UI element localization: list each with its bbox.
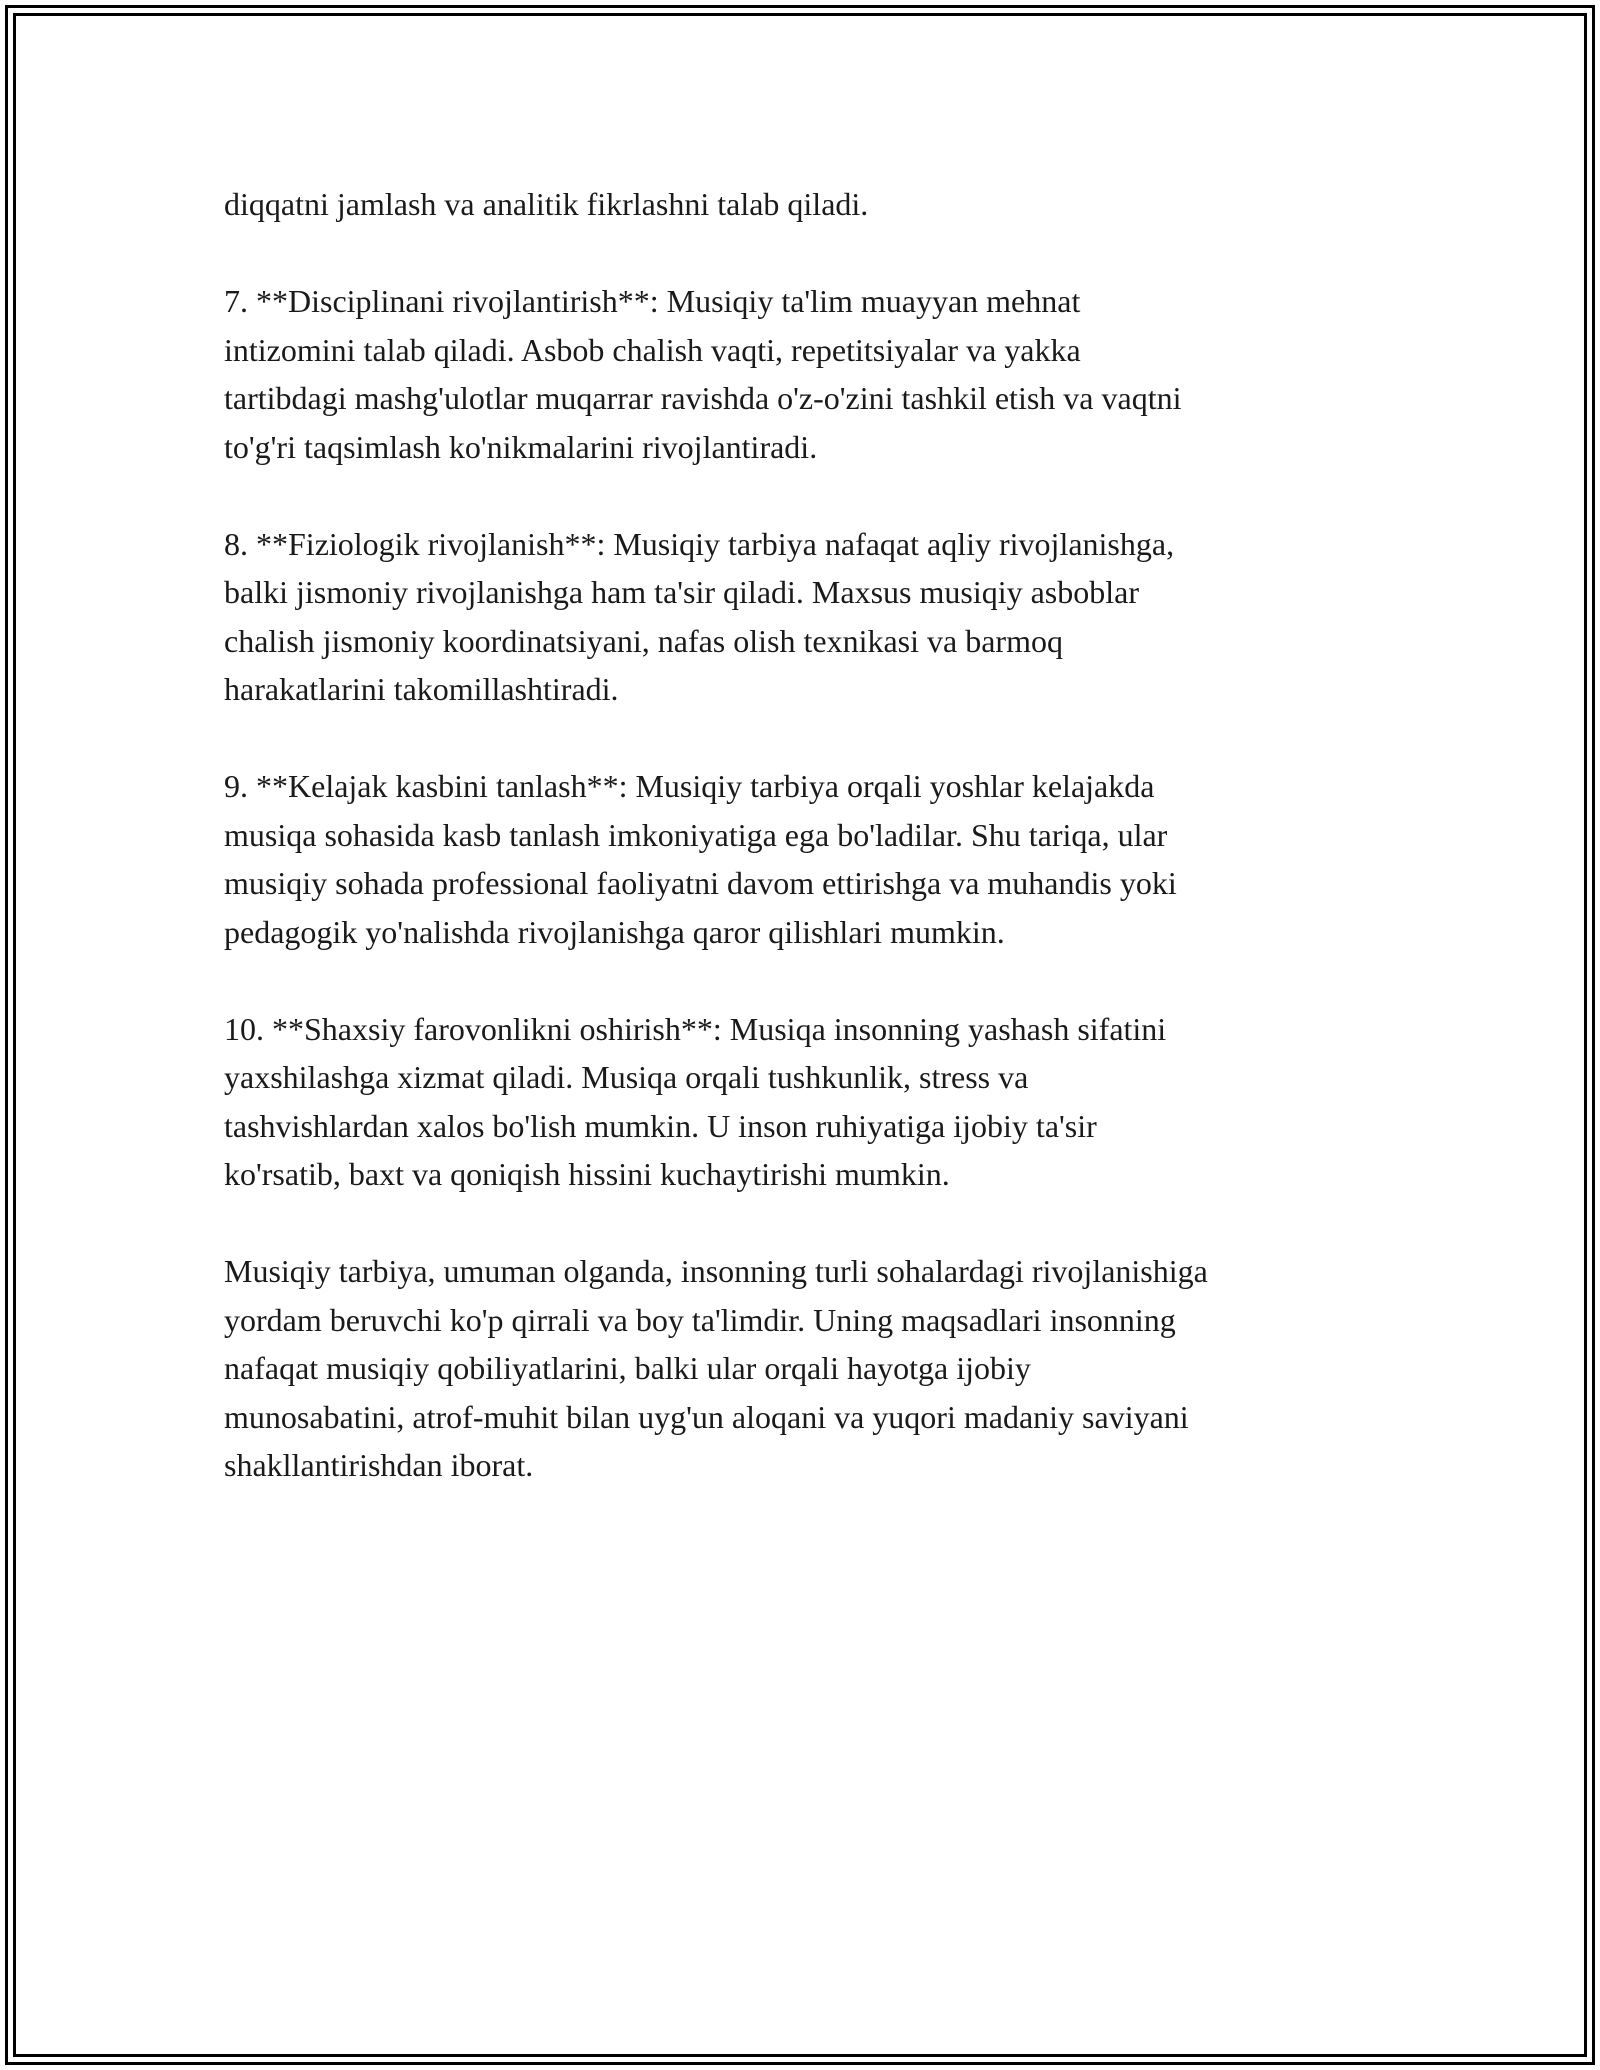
document-body [224, 180, 1384, 1490]
paragraph-item-7: 7. **Disciplinani rivojlantirish**: Musiqiy ta'lim muayyan mehnat intizomini talab qiladi. Asbob chalish vaqti, repetitsiyalar va yakka tartibdagi mashg'ulotlar muqarrar ravishda o'z-o'zini tashkil etish va vaqtni to'g'ri taqsimlash ko'nikmalarini rivojlantiradi. [224, 283, 1182, 465]
paragraph-conclusion: Musiqiy tarbiya, umuman olganda, insonning turli sohalardagi rivojlanishiga yordam beruvchi ko'p qirrali va boy ta'limdir. Uning maqsadlari insonning nafaqat musiqiy qobiliyatlarini, balki ular orqali hayotga ijobiy munosabatini, atrof-muhit bilan uyg'un aloqani va yuqori madaniy saviyani shakllantirishdan iborat. [224, 1253, 1208, 1483]
paragraph-item-9: 9. **Kelajak kasbini tanlash**: Musiqiy tarbiya orqali yoshlar kelajakda musiqa sohasida kasb tanlash imkoniyatiga ega bo'ladilar. Shu tariqa, ular musiqiy sohada professional faoliyatni davom ettirishga va muhandis yoki pedagogik yo'nalishda rivojlanishga qaror qilishlari mumkin. [224, 768, 1177, 950]
paragraph-item-10: 10. **Shaxsiy farovonlikni oshirish**: Musiqa insonning yashash sifatini yaxshilashga xizmat qiladi. Musiqa orqali tushkunlik, stress va tashvishlardan xalos bo'lish mumkin. U inson ruhiyatiga ijobiy ta'sir ko'rsatib, baxt va qoniqish hissini kuchaytirishi mumkin. [224, 1010, 1167, 1192]
paragraph-item-8: 8. **Fiziologik rivojlanish**: Musiqiy tarbiya nafaqat aqliy rivojlanishga, balki jismoniy rivojlanishga ham ta'sir qiladi. Maxsus musiqiy asboblar chalish jismoniy koordinatsiyani, nafas olish texnikasi va barmoq harakatlarini takomillashtiradi. [224, 525, 1175, 707]
paragraph-continuation: diqqatni jamlash va analitik fikrlashni talab qiladi. [224, 186, 869, 222]
